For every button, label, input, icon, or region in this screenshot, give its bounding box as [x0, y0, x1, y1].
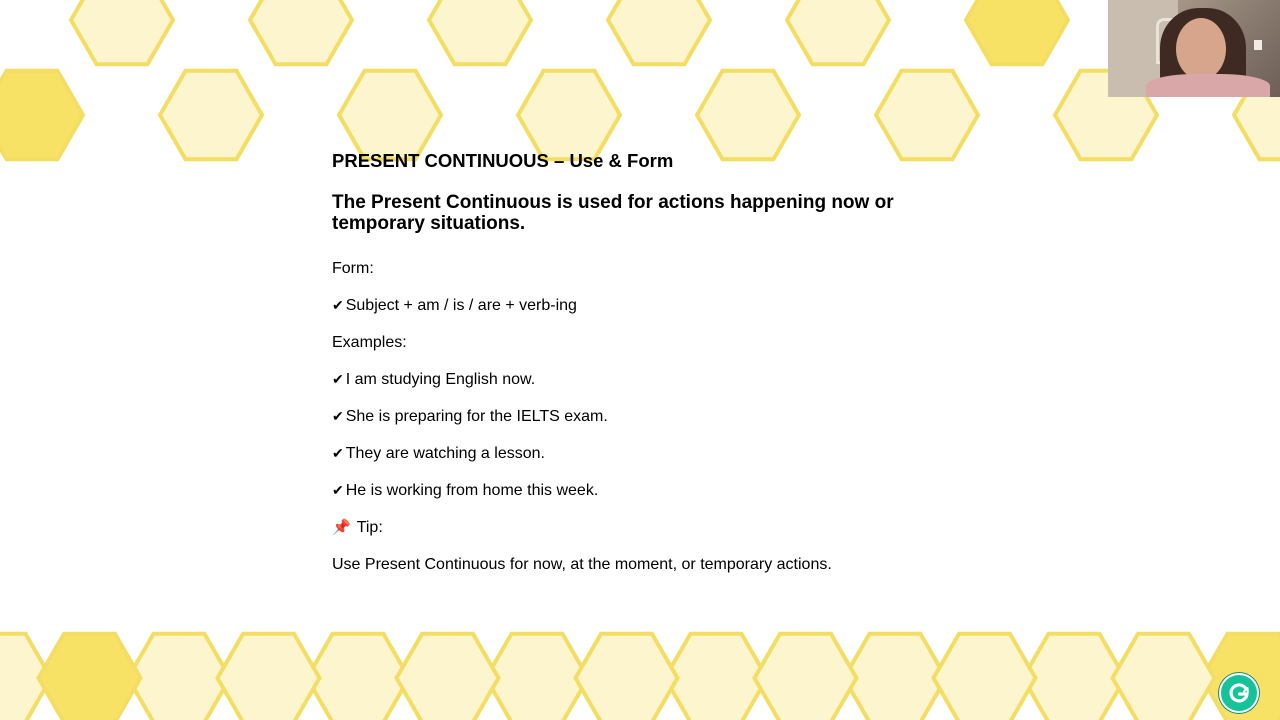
tip-label: Tip:: [356, 519, 383, 536]
honeycomb-top-band: [0, 0, 1280, 165]
honeycomb-cell: [429, 0, 531, 64]
example-text: He is working from home this week.: [345, 482, 599, 499]
example-item: [332, 406, 952, 427]
honeycomb-cell: [486, 634, 588, 720]
form-rule: [332, 295, 952, 316]
honeycomb-cell: [1113, 634, 1215, 720]
checkmark-icon: ✔: [332, 371, 344, 387]
slide-heading-line-1: The Present Continuous is used for actions happening now or: [332, 192, 894, 213]
slide-title: PRESENT CONTINUOUS – Use & Form: [332, 150, 674, 171]
honeycomb-cell: [128, 634, 230, 720]
honeycomb-cell: [697, 71, 799, 159]
checkmark-icon: ✔: [332, 445, 344, 461]
honeycomb-bottom-pattern: [0, 618, 1280, 720]
checkmark-icon: ✔: [332, 482, 344, 498]
tip-text: Use Present Continuous for now, at the moment, or temporary actions.: [332, 556, 832, 573]
honeycomb-cell: [934, 634, 1036, 720]
pushpin-icon: 📌: [332, 519, 351, 536]
example-item: [332, 480, 952, 501]
honeycomb-cell: [755, 634, 857, 720]
tip-label-row: [332, 517, 952, 538]
example-text: They are watching a lesson.: [345, 445, 545, 462]
slide-heading: [332, 192, 952, 234]
presenter-webcam: [1108, 0, 1280, 97]
honeycomb-cell: [339, 71, 441, 159]
example-text: I am studying English now.: [345, 371, 536, 388]
grammarly-g-icon[interactable]: [1219, 673, 1259, 713]
example-item: [332, 443, 952, 464]
honeycomb-cell: [665, 634, 767, 720]
honeycomb-cell: [397, 634, 499, 720]
honeycomb-cell: [966, 0, 1068, 64]
honeycomb-cell: [844, 634, 946, 720]
honeycomb-cell: [576, 634, 678, 720]
form-label: Form:: [332, 260, 374, 277]
honeycomb-cell: [250, 0, 352, 64]
honeycomb-bottom-band: [0, 618, 1280, 720]
honeycomb-cell: [1023, 634, 1125, 720]
honeycomb-cell: [787, 0, 889, 64]
slide-heading-line-2: temporary situations.: [332, 213, 526, 234]
honeycomb-cell: [39, 634, 141, 720]
honeycomb-cell: [307, 634, 409, 720]
honeycomb-cell: [71, 0, 173, 64]
honeycomb-cell: [518, 71, 620, 159]
example-item: [332, 369, 952, 390]
checkmark-icon: ✔: [332, 297, 344, 313]
honeycomb-cell: [218, 634, 320, 720]
honeycomb-cell: [160, 71, 262, 159]
slide-content: [332, 150, 952, 591]
examples-label: Examples:: [332, 334, 407, 351]
grammarly-g-glyph: [1226, 680, 1252, 706]
checkmark-icon: ✔: [332, 408, 344, 424]
form-rule-text: Subject + am / is / are + verb-ing: [345, 297, 577, 314]
honeycomb-cell: [0, 71, 83, 159]
honeycomb-top-pattern: [0, 0, 1280, 165]
honeycomb-cell: [608, 0, 710, 64]
example-text: She is preparing for the IELTS exam.: [345, 408, 608, 425]
honeycomb-cell: [876, 71, 978, 159]
